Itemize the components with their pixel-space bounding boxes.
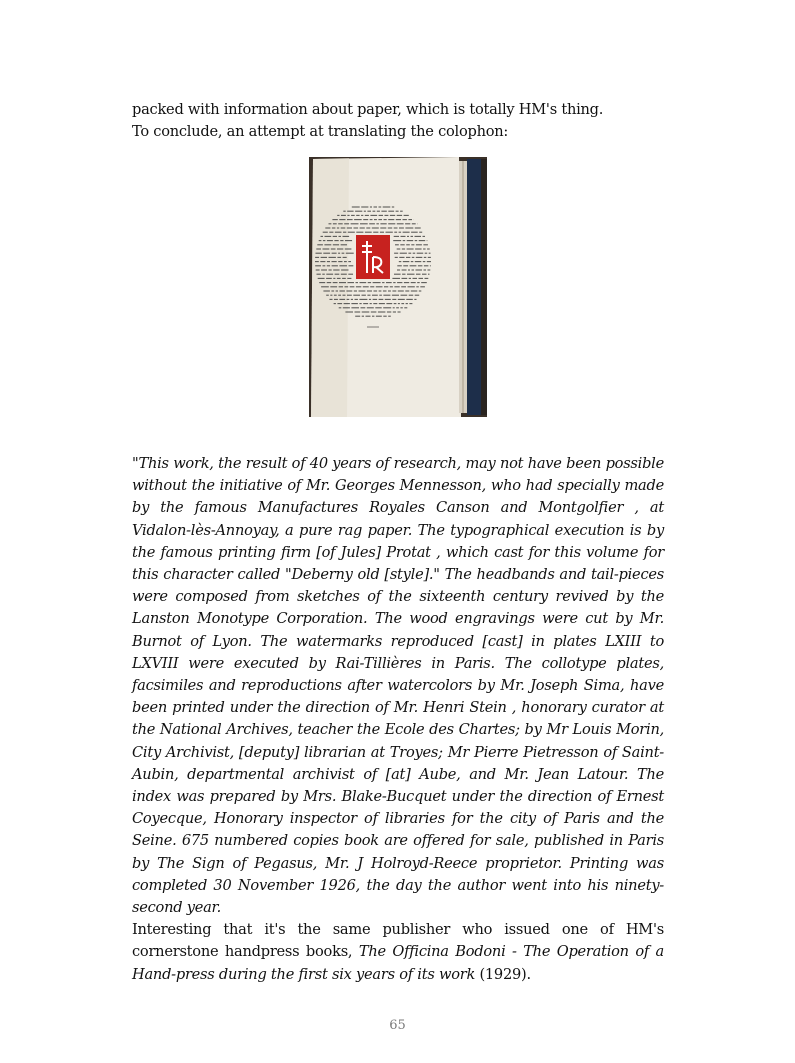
intro-text — [132, 99, 672, 143]
closing-paragraph — [132, 919, 664, 986]
book-title: The Officina Bodoni - The Operation of a Hand-press during the first six years of its work — [132, 943, 664, 983]
intro-line-1: packed with information about paper, which is totally HM's thing. — [132, 101, 604, 118]
closing-year: (1929). — [475, 965, 531, 983]
translated-colophon — [132, 453, 664, 986]
intro-line-2: To conclude, an attempt at translating the colophon: — [132, 123, 509, 140]
closing-text: Interesting that it's the same publisher who issued one of HM's cornerstone handpress books, — [132, 921, 664, 961]
colophon-photo — [309, 157, 487, 417]
colophon-quote: "This work, the result of 40 years of research, may not have been possible without the initiative of Mr. Georges Mennesson, who had specially made by the famous Manufactures Royales Canson and Montgolfier , at Vidalon-lès-Annoyay, a pure rag paper. The typographical execution is by the famous printing firm [of Jules] Protat , which cast for this volume for this character called "Deberny old [style]." The headbands and tail-pieces were composed from sketches of the sixteenth century revived by the Lanston Monotype Corporation. The wood engravings were cut by Mr. Burnot of Lyon. The watermarks reproduced [cast] in plates LXIII to LXVIII were executed by Rai-Tillières in Paris. The collotype plates, facsimiles and reproductions after watercolors by Mr. Joseph Sima, have been printed under the direction of Mr. Henri Stein , honorary curator at the National Archives, teacher the Ecole des Chartes; by Mr Louis Morin, City Archivist, [deputy] librarian at Troyes; Mr Pierre Pietresson of Saint-Aubin, departmental archivist of [at] Aube, and Mr. Jean Latour. The index was prepared by Mrs. Blake-Bucquet under the direction of Ernest Coyecque, Honorary inspector of libraries for the city of Paris and the Seine. 675 numbered copies book are offered for sale, published in Paris by The Sign of Pegasus, Mr. J Holroyd-Reece proprietor. Printing was completed 30 November 1926, the day the author went into his ninety-second year. — [132, 455, 664, 917]
page-number: 65 — [389, 1018, 406, 1033]
